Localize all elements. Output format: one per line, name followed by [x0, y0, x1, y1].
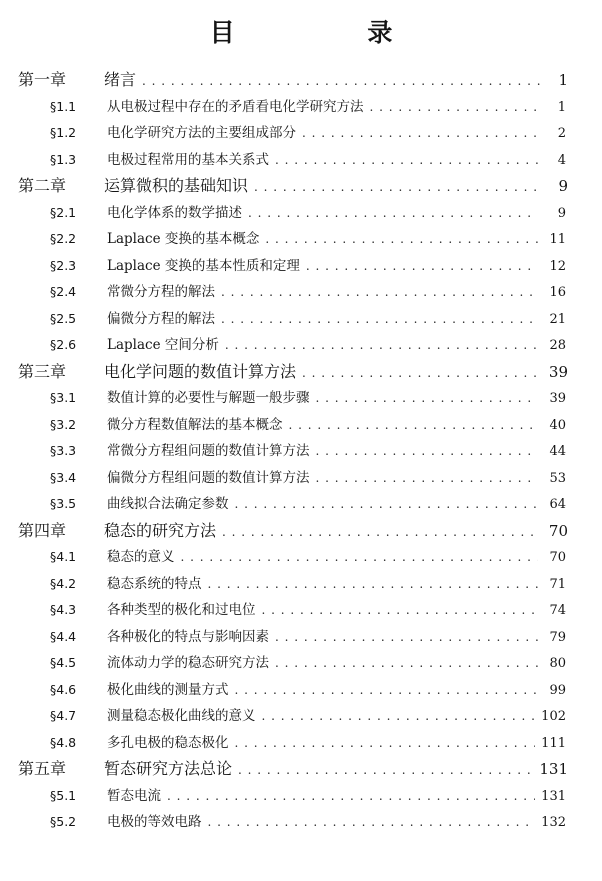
chapter-title: 绪言: [104, 70, 137, 89]
section-page-number: 53: [549, 470, 566, 486]
section-page-number: 4: [557, 152, 566, 168]
toc-section-row[interactable]: [0, 597, 602, 624]
dot-leader: [248, 200, 538, 227]
toc-section-row[interactable]: [0, 120, 602, 147]
section-title: 电极的等效电路: [107, 814, 202, 830]
section-page-number: 79: [549, 629, 566, 645]
section-number: §4.6: [50, 681, 77, 697]
dot-leader: [275, 624, 538, 651]
dot-leader: [289, 412, 539, 439]
section-page-number: 39: [549, 391, 566, 406]
dot-leader: [235, 677, 539, 704]
section-title: 常微分方程的解法: [107, 284, 215, 300]
chapter-page-number: 131: [539, 760, 568, 778]
page-title: 目 录: [209, 18, 455, 47]
toc-section-row[interactable]: [0, 332, 602, 359]
toc-section-row[interactable]: [0, 677, 602, 704]
dot-leader: [238, 757, 533, 783]
section-number: §4.5: [50, 655, 77, 670]
section-title: 电极过程常用的基本关系式: [107, 151, 269, 168]
section-number: §1.3: [50, 151, 77, 167]
dot-leader: [316, 385, 539, 412]
dot-leader: [181, 544, 539, 571]
toc-chapter-row[interactable]: [0, 518, 602, 545]
section-number: §3.2: [50, 416, 77, 432]
toc-section-row[interactable]: [0, 730, 602, 757]
section-page-number: 9: [557, 205, 566, 221]
dot-leader: [142, 68, 540, 94]
chapter-title: 运算微积的基础知识: [104, 176, 249, 195]
dot-leader: [222, 519, 540, 545]
section-number: §4.8: [50, 734, 77, 750]
section-title: 极化曲线的测量方式: [107, 681, 229, 698]
section-number: §3.3: [50, 443, 77, 458]
section-title: 常微分方程组问题的数值计算方法: [107, 443, 310, 459]
toc-section-row[interactable]: [0, 624, 602, 651]
toc-section-row[interactable]: [0, 412, 602, 439]
dot-leader: [262, 597, 539, 624]
section-title: 稳态系统的特点: [107, 575, 202, 592]
section-page-number: 131: [541, 788, 566, 804]
chapter-page-number: 9: [558, 177, 568, 195]
section-page-number: 74: [549, 603, 566, 618]
section-page-number: 12: [549, 258, 566, 274]
section-title: 暂态电流: [107, 787, 161, 804]
toc-section-row[interactable]: [0, 253, 602, 280]
section-number: §2.4: [50, 284, 77, 299]
section-title: Laplace 变换的基本性质和定理: [107, 257, 300, 274]
toc-section-row[interactable]: [0, 809, 602, 836]
section-page-number: 1: [557, 99, 566, 115]
chapter-title: 电化学问题的数值计算方法: [104, 361, 297, 381]
section-number: §4.1: [50, 549, 77, 564]
dot-leader: [316, 465, 539, 492]
chapter-number: 第二章: [18, 176, 67, 195]
section-number: §2.1: [50, 204, 77, 220]
dot-leader: [262, 703, 536, 730]
section-page-number: 21: [549, 311, 566, 327]
section-page-number: 11: [549, 232, 566, 247]
section-page-number: 102: [541, 709, 566, 724]
dot-leader: [208, 571, 539, 598]
section-number: §4.7: [50, 708, 77, 723]
toc-section-row[interactable]: [0, 571, 602, 598]
section-title: 数值计算的必要性与解题一般步骤: [107, 390, 310, 406]
toc-section-row[interactable]: [0, 703, 602, 730]
section-title: 各种类型的极化和过电位: [107, 602, 256, 618]
dot-leader: [316, 438, 539, 465]
toc-section-row[interactable]: [0, 783, 602, 810]
dot-leader: [235, 491, 539, 518]
dot-leader: [167, 783, 535, 810]
toc-section-row[interactable]: [0, 279, 602, 306]
section-title: 电化学体系的数学描述: [107, 204, 242, 221]
section-title: Laplace 空间分析: [107, 337, 219, 353]
dot-leader: [370, 94, 539, 121]
section-page-number: 40: [549, 417, 566, 433]
section-page-number: 132: [541, 815, 566, 830]
section-number: §1.1: [50, 98, 77, 114]
section-title: 偏微分方程组问题的数值计算方法: [107, 469, 310, 486]
section-number: §2.5: [50, 310, 77, 326]
section-title: 微分方程数值解法的基本概念: [107, 416, 283, 433]
section-title: 流体动力学的稳态研究方法: [107, 655, 269, 671]
dot-leader: [225, 332, 538, 359]
toc-section-row[interactable]: [0, 226, 602, 253]
section-title: 各种极化的特点与影响因素: [107, 628, 269, 645]
section-number: §4.3: [50, 602, 77, 617]
toc-section-row[interactable]: [0, 200, 602, 227]
dot-leader: [235, 730, 536, 757]
section-title: 从电极过程中存在的矛盾看电化学研究方法: [107, 98, 364, 115]
chapter-title: 稳态的研究方法: [104, 520, 217, 540]
dot-leader: [306, 253, 538, 280]
toc-section-row[interactable]: [0, 650, 602, 677]
section-title: 测量稳态极化曲线的意义: [107, 708, 256, 724]
chapter-title: 暂态研究方法总论: [104, 759, 233, 778]
toc-chapter-row[interactable]: [0, 173, 602, 200]
section-number: §3.4: [50, 469, 77, 485]
section-page-number: 80: [549, 656, 566, 671]
section-title: 电化学研究方法的主要组成部分: [107, 125, 296, 141]
toc-section-row[interactable]: [0, 94, 602, 121]
section-number: §1.2: [50, 125, 77, 140]
toc-chapter-row[interactable]: [0, 359, 602, 386]
section-number: §5.1: [50, 787, 77, 803]
section-number: §4.2: [50, 575, 77, 591]
chapter-number: 第四章: [18, 520, 67, 540]
section-number: §2.3: [50, 257, 77, 273]
chapter-number: 第五章: [18, 759, 67, 778]
section-page-number: 111: [541, 735, 566, 751]
toc-section-row[interactable]: [0, 465, 602, 492]
section-number: §3.1: [50, 390, 77, 405]
section-title: 曲线拟合法确定参数: [107, 496, 229, 512]
chapter-page-number: 70: [548, 521, 568, 540]
toc-section-row[interactable]: [0, 544, 602, 571]
section-title: 多孔电极的稳态极化: [107, 734, 229, 751]
section-number: §2.6: [50, 337, 77, 352]
dot-leader: [254, 174, 540, 200]
table-of-contents: [0, 67, 602, 836]
dot-leader: [208, 809, 536, 836]
chapter-number: 第一章: [18, 70, 67, 89]
toc-chapter-row[interactable]: [0, 756, 602, 783]
toc-section-row[interactable]: [0, 147, 602, 174]
section-title: Laplace 变换的基本概念: [107, 231, 260, 247]
toc-chapter-row[interactable]: [0, 67, 602, 94]
section-title: 稳态的意义: [107, 549, 175, 565]
section-page-number: 64: [549, 497, 566, 512]
toc-section-row[interactable]: [0, 491, 602, 518]
chapter-number: 第三章: [18, 361, 67, 381]
dot-leader: [221, 279, 538, 306]
section-page-number: 70: [549, 550, 566, 565]
section-page-number: 99: [549, 682, 566, 698]
section-title: 偏微分方程的解法: [107, 310, 215, 327]
toc-section-row[interactable]: [0, 306, 602, 333]
toc-section-row[interactable]: [0, 385, 602, 412]
dot-leader: [302, 120, 538, 147]
dot-leader: [265, 226, 538, 253]
section-number: §3.5: [50, 496, 77, 511]
chapter-page-number: 1: [558, 71, 568, 89]
section-page-number: 44: [549, 444, 566, 459]
chapter-page-number: 39: [548, 362, 568, 381]
dot-leader: [302, 360, 540, 386]
section-page-number: 28: [549, 338, 566, 353]
section-page-number: 2: [557, 126, 566, 141]
dot-leader: [275, 650, 538, 677]
dot-leader: [275, 147, 538, 174]
toc-section-row[interactable]: [0, 438, 602, 465]
section-number: §4.4: [50, 628, 77, 644]
section-page-number: 16: [549, 285, 566, 300]
section-number: §5.2: [50, 814, 77, 829]
dot-leader: [221, 306, 538, 333]
section-page-number: 71: [549, 576, 566, 592]
section-number: §2.2: [50, 231, 77, 246]
